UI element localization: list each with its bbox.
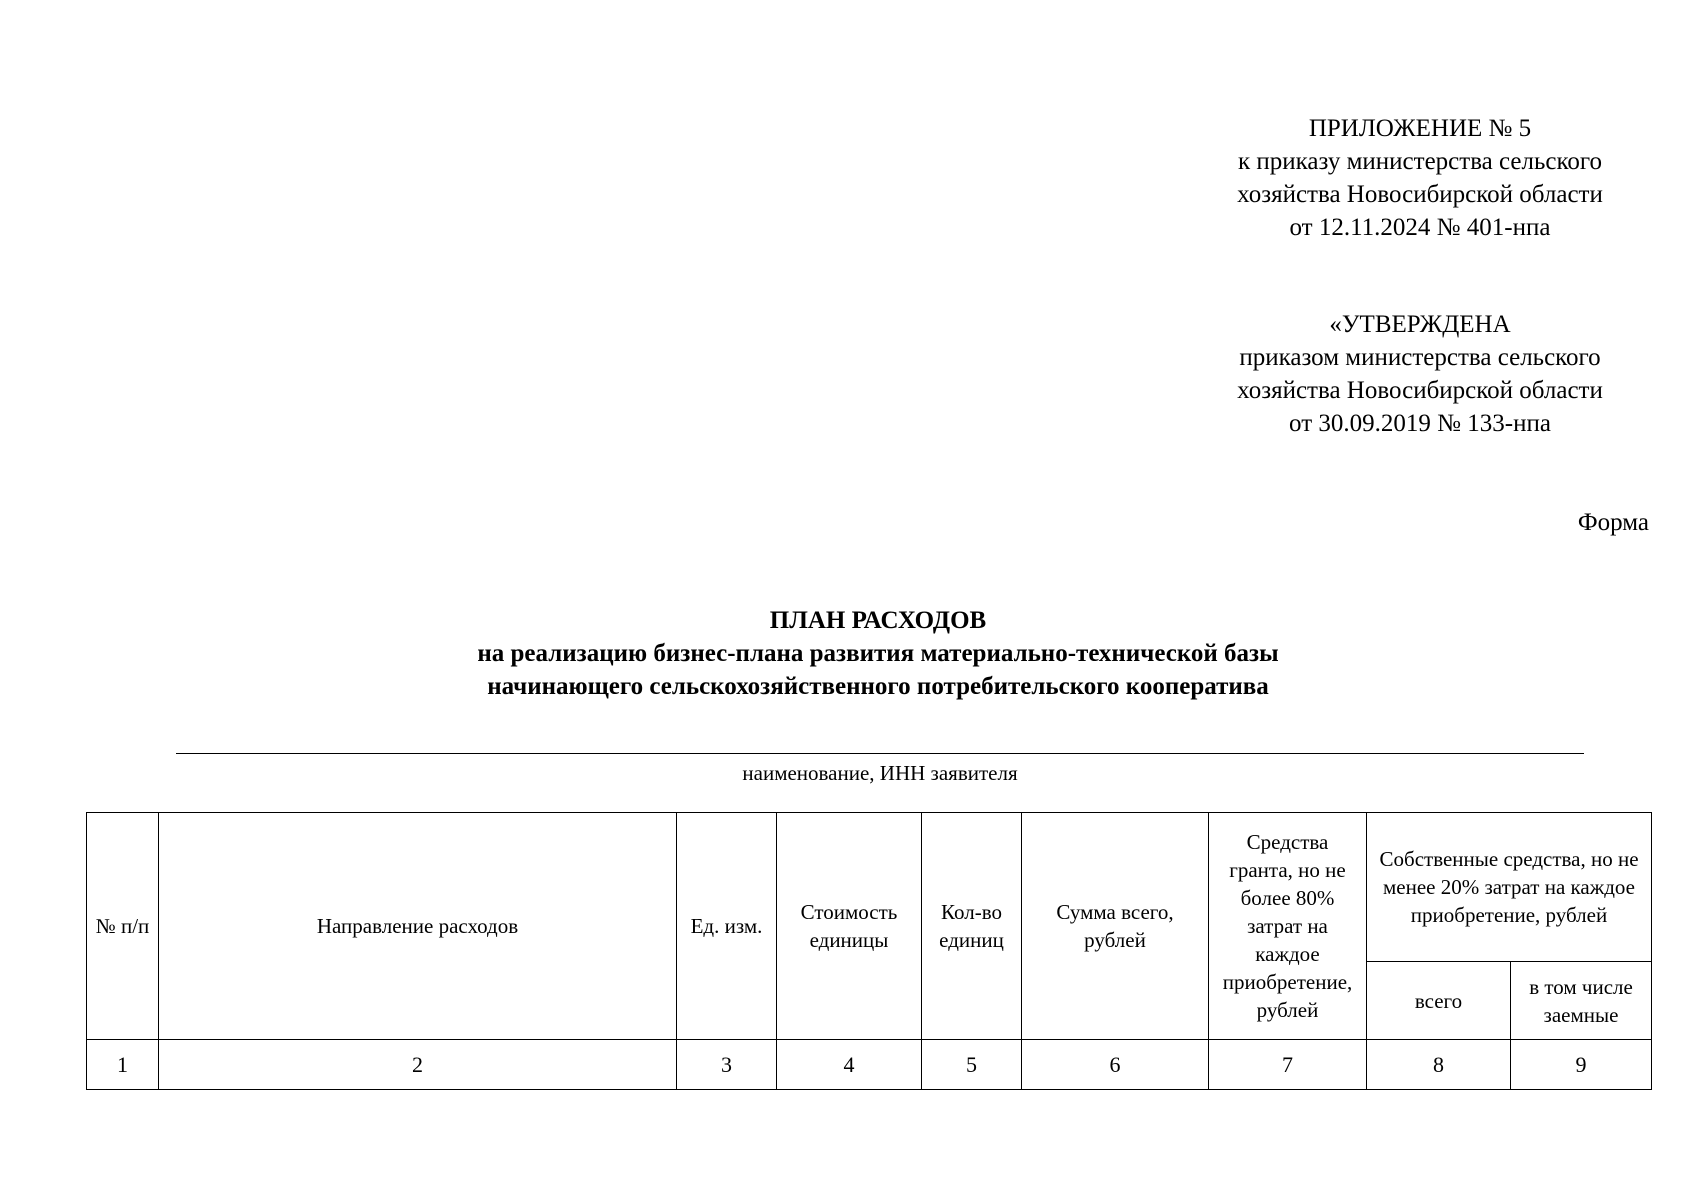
header-total: Сумма всего, рублей — [1022, 813, 1209, 1040]
column-number: 6 — [1022, 1040, 1209, 1090]
expense-plan-table — [86, 812, 1652, 1090]
header-own-total: всего — [1367, 962, 1511, 1040]
column-number: 8 — [1367, 1040, 1511, 1090]
appendix-line-1: ПРИЛОЖЕНИЕ № 5 — [1308, 115, 1532, 142]
header-num: № п/п — [87, 813, 159, 1040]
applicant-caption: наименование, ИНН заявителя — [742, 761, 1018, 785]
column-number-row — [87, 1040, 1652, 1090]
header-unit: Ед. изм. — [677, 813, 777, 1040]
column-number: 3 — [677, 1040, 777, 1090]
approval-line-3: хозяйства Новосибирской области — [1237, 377, 1603, 404]
appendix-block — [1190, 112, 1650, 244]
appendix-line-3: хозяйства Новосибирской области — [1237, 181, 1603, 208]
header-own-funds: Собственные средства, но не менее 20% затрат на каждое приобретение, рублей — [1367, 813, 1652, 962]
approval-line-2: приказом министерства сельского — [1239, 344, 1601, 371]
title-line-2: на реализацию бизнес-плана развития материально-технической базы — [477, 640, 1279, 667]
approval-line-4: от 30.09.2019 № 133-нпа — [1289, 410, 1551, 437]
header-grant: Средства гранта, но не более 80% затрат на каждое приобретение, рублей — [1209, 813, 1367, 1040]
header-direction: Направление расходов — [159, 813, 677, 1040]
appendix-line-4: от 12.11.2024 № 401-нпа — [1289, 214, 1551, 241]
column-number: 7 — [1209, 1040, 1367, 1090]
form-label: Форма — [1577, 509, 1649, 536]
approval-block — [1190, 308, 1650, 440]
header-quantity: Кол-во единиц — [922, 813, 1022, 1040]
document-title — [86, 604, 1670, 703]
column-number: 4 — [777, 1040, 922, 1090]
column-number: 5 — [922, 1040, 1022, 1090]
header-row-main — [87, 813, 1652, 962]
applicant-fill-line — [176, 753, 1584, 754]
title-line-1: ПЛАН РАСХОДОВ — [769, 607, 987, 634]
column-number: 2 — [159, 1040, 677, 1090]
appendix-line-2: к приказу министерства сельского — [1237, 148, 1602, 175]
title-line-3: начинающего сельскохозяйственного потребительского кооператива — [487, 673, 1269, 700]
header-unit-cost: Стоимость единицы — [777, 813, 922, 1040]
column-number: 1 — [87, 1040, 159, 1090]
approval-line-1: «УТВЕРЖДЕНА — [1329, 311, 1511, 338]
header-own-borrowed: в том числе заемные — [1511, 962, 1652, 1040]
column-number: 9 — [1511, 1040, 1652, 1090]
